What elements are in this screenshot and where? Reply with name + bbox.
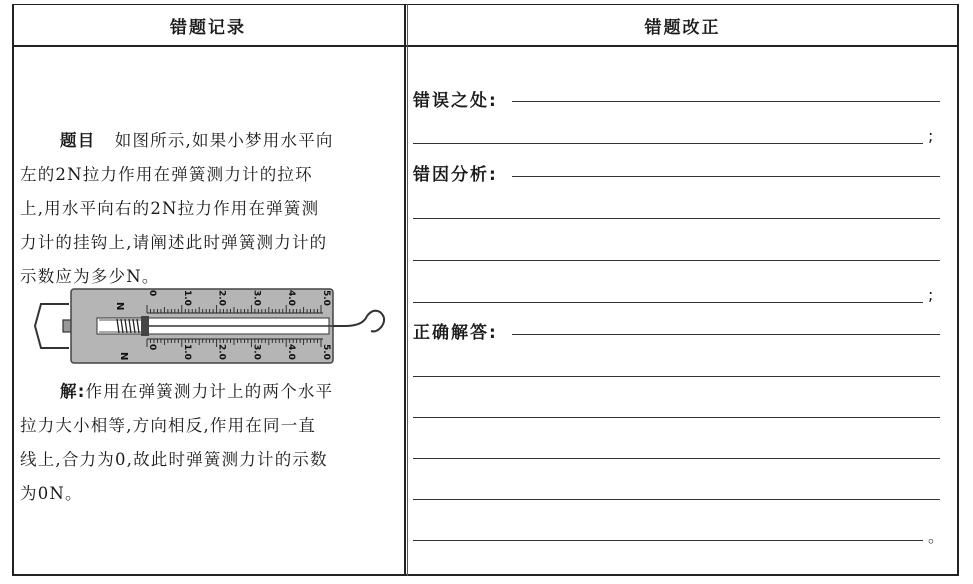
error-location-label: 错误之处:: [413, 91, 498, 111]
answer-line-2[interactable]: [413, 376, 940, 377]
bottom-scale-label: 1.0: [181, 344, 192, 360]
problem-label: 题目: [60, 131, 96, 150]
top-scale-label: 2.0: [216, 290, 227, 306]
header-mistake-record: 错题记录: [170, 17, 246, 38]
bottom-scale-label: 3.0: [251, 344, 262, 360]
top-scale-label: 4.0: [286, 290, 297, 306]
problem-line: 力计的挂钩上,请阐述此时弹簧测力计的: [20, 233, 328, 252]
bottom-scale-label: 2.0: [216, 344, 227, 360]
top-scale-label: 1.0: [181, 290, 192, 306]
bottom-scale-label: 5.0: [321, 344, 331, 360]
column-divider-inner: [407, 4, 408, 576]
error-cause-line-2[interactable]: [413, 218, 940, 219]
indicator-pointer: [141, 316, 149, 336]
error-location-line-1[interactable]: [512, 101, 940, 102]
problem-line: 上,用水平向右的2N拉力作用在弹簧测: [20, 199, 320, 218]
solution-label: 解:: [60, 382, 86, 401]
top-unit-label: N: [114, 302, 125, 311]
top-scale-label: 5.0: [321, 290, 331, 306]
bottom-scale-label: 4.0: [286, 344, 297, 360]
answer-line-5[interactable]: [413, 499, 940, 500]
semicolon-mark: ;: [928, 126, 934, 145]
solution-line: 拉力大小相等,方向相反,作用在同一直: [20, 416, 317, 435]
problem-text: [20, 124, 400, 297]
answer-line-4[interactable]: [413, 458, 940, 459]
top-scale-label: 3.0: [251, 290, 262, 306]
bottom-scale-label: 0: [147, 344, 157, 351]
problem-line: 左的2N拉力作用在弹簧测力计的拉环: [20, 165, 313, 184]
error-cause-line-3[interactable]: [413, 260, 940, 261]
bottom-unit-label: N: [118, 352, 129, 361]
solution-line: 线上,合力为0,故此时弹簧测力计的示数: [20, 450, 328, 469]
header-mistake-correction: 错题改正: [644, 17, 721, 38]
problem-line: 题目 如图所示,如果小梦用水平向: [60, 131, 334, 150]
semicolon-mark: ;: [928, 285, 934, 304]
spring-scale-figure: [33, 286, 393, 366]
problem-line: 示数应为多少N。: [20, 267, 160, 286]
top-scale-label: 0: [147, 290, 157, 297]
period-mark: 。: [928, 527, 945, 546]
hook: [333, 311, 384, 332]
solution-line: 解:作用在弹簧测力计上的两个水平: [60, 382, 334, 401]
answer-line-6[interactable]: [413, 540, 923, 541]
answer-line-3[interactable]: [413, 417, 940, 418]
column-divider: [404, 4, 406, 576]
error-cause-line-4[interactable]: [413, 302, 923, 303]
error-location-line-2[interactable]: [413, 143, 923, 144]
solution-text: [20, 375, 400, 511]
answer-line-1[interactable]: [512, 334, 940, 335]
correct-answer-label: 正确解答:: [413, 323, 498, 343]
error-cause-line-1[interactable]: [512, 176, 940, 177]
solution-line: 为0N。: [20, 484, 83, 503]
error-cause-label: 错因分析:: [413, 165, 498, 185]
